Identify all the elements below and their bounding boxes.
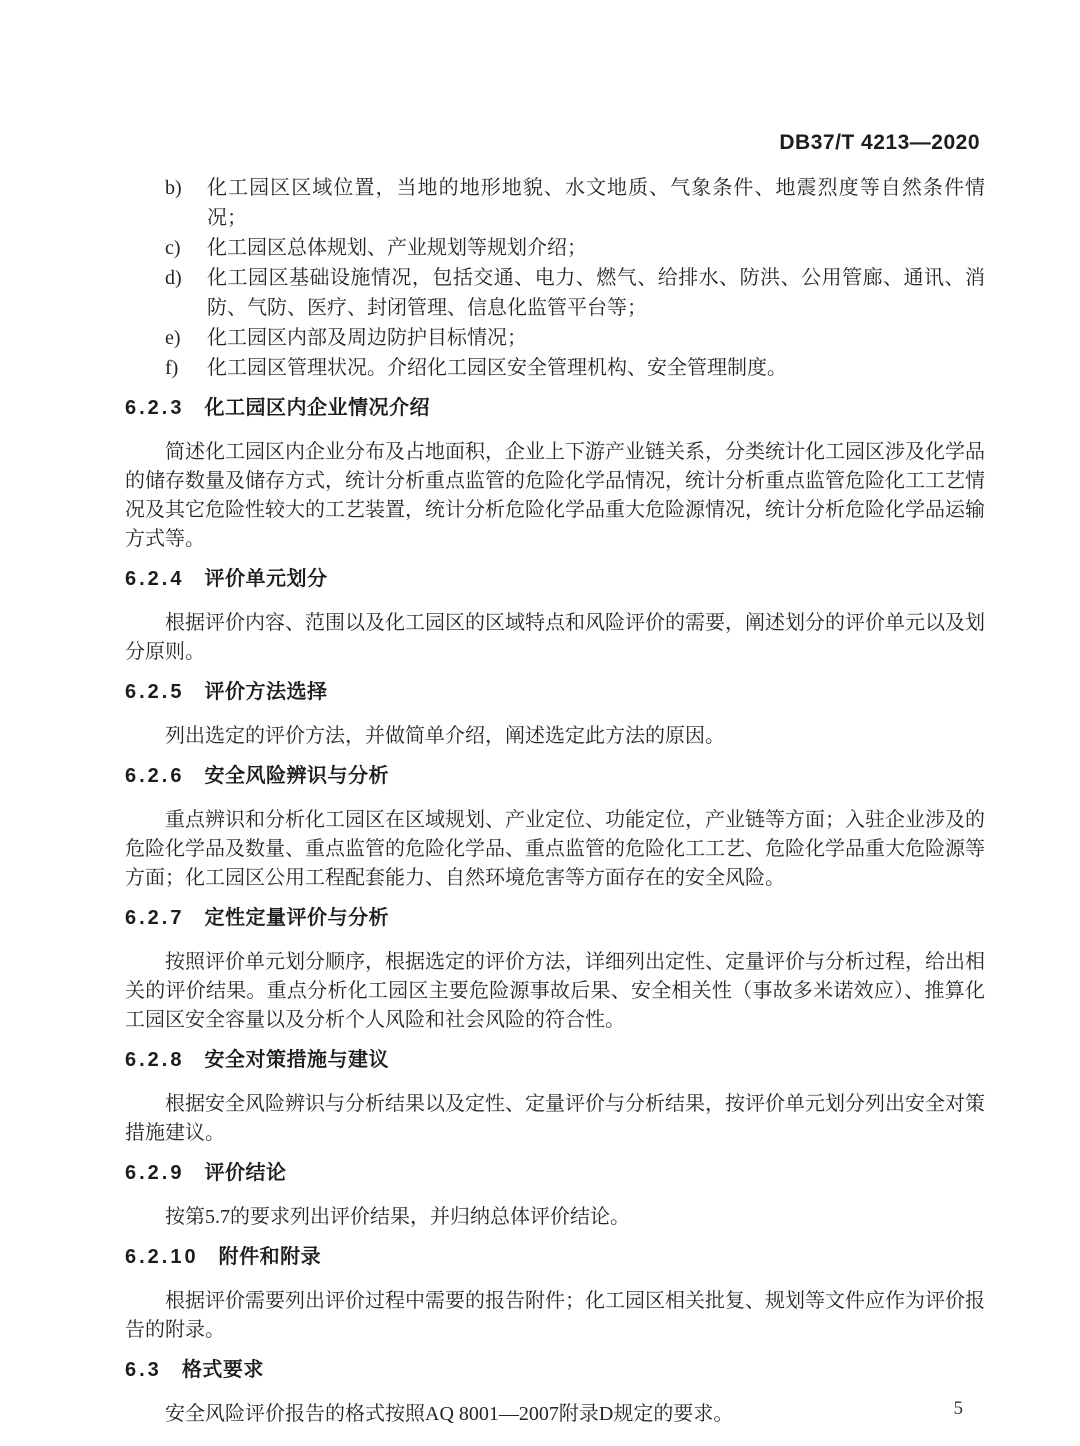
- list-item-b: [125, 173, 985, 233]
- list-item-label: b): [165, 177, 182, 199]
- standard-number: DB37/T 4213—2020: [779, 131, 980, 154]
- section-title: 评价单元划分: [204, 568, 328, 590]
- section-title: 评价方法选择: [204, 681, 328, 703]
- list-item-text: 化工园区内部及周边防护目标情况；: [207, 327, 527, 349]
- section-6-2-5: [125, 677, 985, 751]
- section-6-2-7: [125, 903, 985, 1035]
- section-number: 6.2.7: [125, 907, 185, 929]
- section-6-3: [125, 1355, 985, 1429]
- section-number: 6.2.3: [125, 397, 185, 419]
- list-item-label: d): [165, 267, 182, 289]
- section-title: 安全对策措施与建议: [204, 1049, 390, 1071]
- section-heading: [125, 1158, 985, 1188]
- section-number: 6.2.6: [125, 765, 185, 787]
- list-item-c: [125, 233, 985, 263]
- intro-list: [125, 173, 985, 383]
- section-title: 安全风险辨识与分析: [204, 765, 390, 787]
- list-item-label: e): [165, 327, 181, 349]
- section-title: 定性定量评价与分析: [204, 907, 390, 929]
- section-paragraph: 列出选定的评价方法，并做简单介绍，阐述选定此方法的原因。: [165, 725, 725, 747]
- section-paragraph: 根据安全风险辨识与分析结果以及定性、定量评价与分析结果，按评价单元划分列出安全对策措施建议。: [125, 1093, 985, 1144]
- section-6-2-9: [125, 1158, 985, 1232]
- section-title: 附件和附录: [218, 1246, 322, 1268]
- section-paragraph: 简述化工园区内企业分布及占地面积，企业上下游产业链关系，分类统计化工园区涉及化学品的储存数量及储存方式，统计分析重点监管的危险化学品情况，统计分析重点监管危险化工工艺情况及其它危险性较大的工艺装置，统计分析危险化学品重大危险源情况，统计分析危险化学品运输方式等。: [125, 441, 985, 550]
- section-paragraph: 根据评价需要列出评价过程中需要的报告附件；化工园区相关批复、规划等文件应作为评价报告的附录。: [125, 1290, 985, 1341]
- section-6-2-10: [125, 1242, 985, 1345]
- section-paragraph: 重点辨识和分析化工园区在区域规划、产业定位、功能定位，产业链等方面；入驻企业涉及的危险化学品及数量、重点监管的危险化学品、重点监管的危险化工工艺、危险化学品重大危险源等方面；化工园区公用工程配套能力、自然环境危害等方面存在的安全风险。: [125, 809, 985, 889]
- section-6-2-6: [125, 761, 985, 893]
- list-item-f: [125, 353, 985, 383]
- section-number: 6.2.5: [125, 681, 185, 703]
- section-heading: [125, 903, 985, 933]
- section-heading: [125, 761, 985, 791]
- section-heading: [125, 393, 985, 423]
- section-number: 6.2.4: [125, 568, 185, 590]
- page-number: 5: [953, 1398, 963, 1419]
- section-paragraph: 根据评价内容、范围以及化工园区的区域特点和风险评价的需要，阐述划分的评价单元以及划分原则。: [125, 612, 985, 663]
- section-heading: [125, 1242, 985, 1272]
- list-item-text: 化工园区区域位置，当地的地形地貌、水文地质、气象条件、地震烈度等自然条件情况；: [207, 177, 985, 229]
- section-heading: [125, 1355, 985, 1385]
- page-header: [125, 131, 980, 155]
- section-number: 6.2.10: [125, 1246, 199, 1268]
- list-item-label: c): [165, 237, 181, 259]
- section-number: 6.3: [125, 1359, 162, 1381]
- section-heading: [125, 1045, 985, 1075]
- section-title: 格式要求: [181, 1359, 264, 1381]
- section-paragraph: 安全风险评价报告的格式按照AQ 8001—2007附录D规定的要求。: [165, 1403, 734, 1425]
- section-6-2-3: [125, 393, 985, 554]
- section-title: 化工园区内企业情况介绍: [204, 397, 431, 419]
- section-paragraph: 按照评价单元划分顺序，根据选定的评价方法，详细列出定性、定量评价与分析过程，给出相关的评价结果。重点分析化工园区主要危险源事故后果、安全相关性（事故多米诺效应）、推算化工园区安全容量以及分析个人风险和社会风险的符合性。: [125, 951, 985, 1031]
- list-item-e: [125, 323, 985, 353]
- section-6-2-4: [125, 564, 985, 667]
- section-heading: [125, 677, 985, 707]
- section-paragraph: 按第5.7的要求列出评价结果，并归纳总体评价结论。: [165, 1206, 630, 1228]
- list-item-text: 化工园区总体规划、产业规划等规划介绍；: [207, 237, 587, 259]
- list-item-label: f): [165, 357, 179, 379]
- section-number: 6.2.9: [125, 1162, 185, 1184]
- list-item-text: 化工园区管理状况。介绍化工园区安全管理机构、安全管理制度。: [207, 357, 787, 379]
- section-heading: [125, 564, 985, 594]
- section-6-2-8: [125, 1045, 985, 1148]
- list-item-text: 化工园区基础设施情况，包括交通、电力、燃气、给排水、防洪、公用管廊、通讯、消防、气防、医疗、封闭管理、信息化监管平台等；: [207, 267, 985, 319]
- list-item-d: [125, 263, 985, 323]
- section-title: 评价结论: [204, 1162, 287, 1184]
- section-number: 6.2.8: [125, 1049, 185, 1071]
- page-content: [125, 173, 985, 1429]
